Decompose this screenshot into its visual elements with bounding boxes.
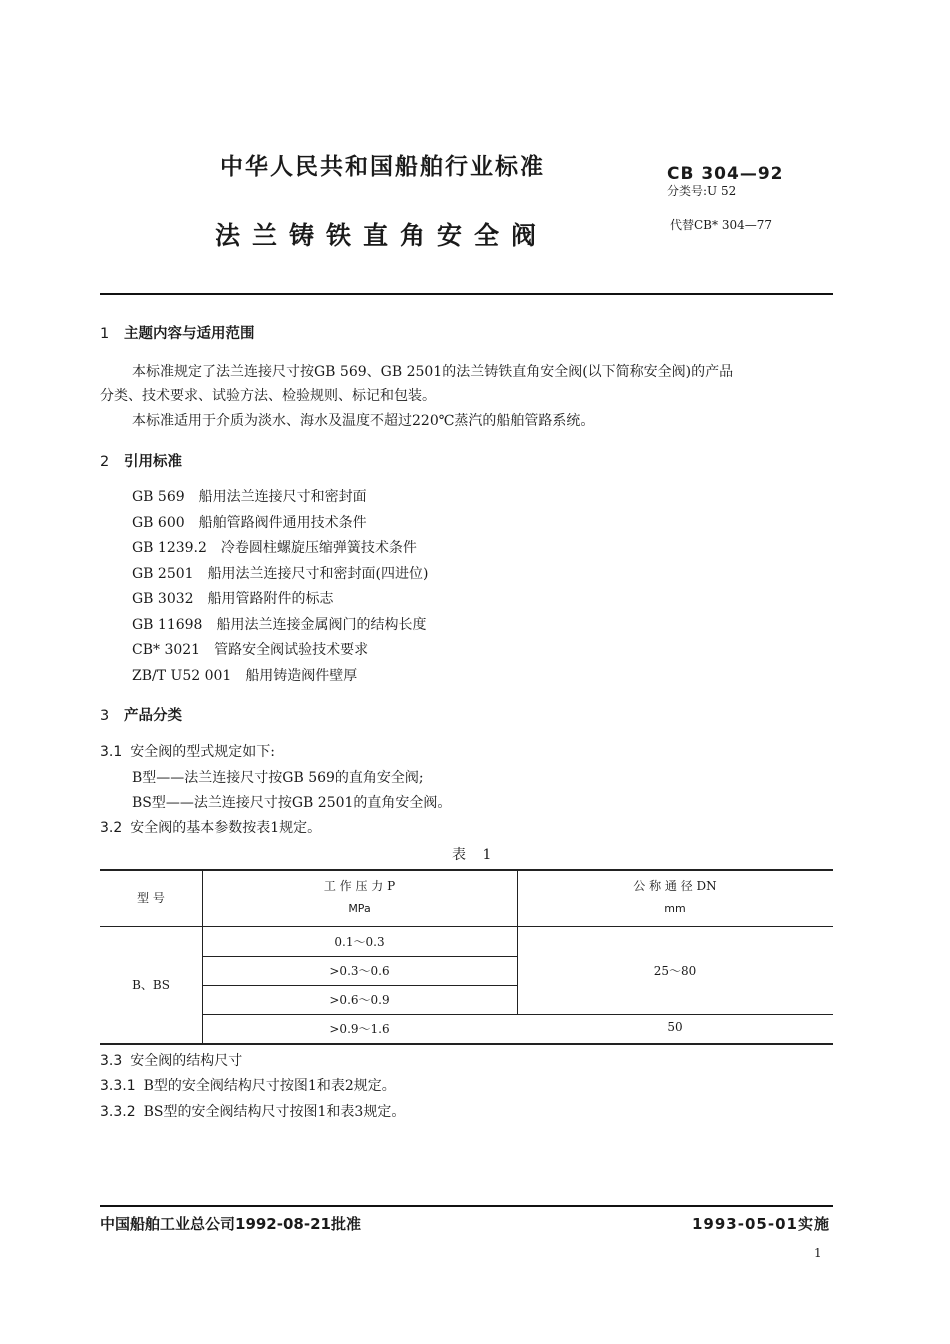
reference-name: 船舶管路阀件通用技术条件 xyxy=(198,515,367,531)
clause-3-1-type-bs: BS型——法兰连接尺寸按GB 2501的直角安全阀。 xyxy=(132,795,452,811)
section-1-heading xyxy=(100,322,255,343)
reference-code: GB 2501 xyxy=(132,566,194,582)
section-1-number: 1 xyxy=(100,326,110,342)
table-row-line xyxy=(202,956,517,957)
clause-text: 安全阀的型式规定如下: xyxy=(130,744,275,760)
section-3-number: 3 xyxy=(100,708,110,724)
section-3-heading xyxy=(100,704,182,725)
standard-code: CB 304—92 xyxy=(667,164,784,184)
classification-number: 分类号:U 52 xyxy=(667,184,737,198)
clause-text: BS型的安全阀结构尺寸按图1和表3规定。 xyxy=(143,1104,406,1120)
header-dn: 公 称 通 径 DN xyxy=(633,879,717,893)
reference-item xyxy=(132,588,334,608)
reference-item xyxy=(132,665,357,685)
reference-name: 管路安全阀试验技术要求 xyxy=(214,642,369,658)
standard-code-block xyxy=(667,164,784,199)
document-title: 法兰铸铁直角安全阀 xyxy=(215,221,549,250)
cell-dn: 25～80 xyxy=(653,964,697,978)
clause-text: 安全阀的结构尺寸 xyxy=(130,1053,243,1069)
cell-pressure: 0.1～0.3 xyxy=(334,935,385,949)
approval-note: 中国船舶工业总公司1992-08-21批准 xyxy=(100,1215,361,1233)
section-3-title: 产品分类 xyxy=(124,707,182,724)
header-pressure: 工 作 压 力 P xyxy=(323,879,396,893)
table-row-line xyxy=(202,985,517,986)
implementation-date: 1993-05-01实施 xyxy=(692,1215,830,1233)
reference-item xyxy=(132,563,429,583)
section-2-number: 2 xyxy=(100,454,110,470)
clause-3-3 xyxy=(100,1050,242,1070)
cell-dn: 50 xyxy=(667,1020,683,1034)
clause-number: 3.3 xyxy=(100,1053,123,1069)
clause-number: 3.2 xyxy=(100,820,123,836)
table-header-border xyxy=(100,926,833,927)
reference-code: GB 600 xyxy=(132,515,185,531)
header-pressure-unit: MPa xyxy=(348,902,371,915)
header-dn-unit: mm xyxy=(664,902,686,915)
header-type: 型 号 xyxy=(137,891,165,905)
clause-number: 3.3.1 xyxy=(100,1078,136,1094)
cell-pressure: >0.9～1.6 xyxy=(329,1022,390,1036)
footer-rule xyxy=(100,1205,833,1207)
reference-name: 船用法兰连接尺寸和密封面(四进位) xyxy=(207,566,429,582)
reference-item xyxy=(132,486,367,506)
reference-code: ZB/T U52 001 xyxy=(132,668,232,684)
clause-3-3-2 xyxy=(100,1101,405,1121)
reference-item xyxy=(132,639,368,659)
reference-code: GB 569 xyxy=(132,489,185,505)
table-top-border xyxy=(100,869,833,871)
section-1-title: 主题内容与适用范围 xyxy=(124,325,255,342)
clause-3-2 xyxy=(100,817,321,837)
reference-name: 船用铸造阀件壁厚 xyxy=(245,668,358,684)
header-rule xyxy=(100,293,833,295)
standard-series-title: 中华人民共和国船舶行业标准 xyxy=(220,154,545,180)
clause-number: 3.1 xyxy=(100,744,123,760)
table-bottom-border xyxy=(100,1043,833,1045)
section-2-heading xyxy=(100,450,182,471)
reference-code: GB 3032 xyxy=(132,591,194,607)
clause-3-1-type-b: B型——法兰连接尺寸按GB 569的直角安全阀; xyxy=(132,770,424,786)
cell-pressure: >0.3～0.6 xyxy=(329,964,390,978)
section-2-title: 引用标准 xyxy=(124,453,182,470)
reference-name: 船用管路附件的标志 xyxy=(207,591,334,607)
clause-number: 3.3.2 xyxy=(100,1104,136,1120)
table-row-line xyxy=(202,1014,833,1015)
clause-text: B型的安全阀结构尺寸按图1和表2规定。 xyxy=(143,1078,396,1094)
reference-code: CB* 3021 xyxy=(132,642,201,658)
reference-item xyxy=(132,614,426,634)
cell-pressure: >0.6～0.9 xyxy=(329,993,390,1007)
reference-item xyxy=(132,537,417,557)
section-1-para-1: 本标准规定了法兰连接尺寸按GB 569、GB 2501的法兰铸铁直角安全阀(以下简称安全阀)的产品 xyxy=(132,364,734,380)
reference-item xyxy=(132,512,367,532)
reference-code: GB 11698 xyxy=(132,617,203,633)
section-1-para-2: 本标准适用于介质为淡水、海水及温度不超过220℃蒸汽的船舶管路系统。 xyxy=(132,413,595,429)
clause-3-3-1 xyxy=(100,1075,396,1095)
clause-3-1 xyxy=(100,741,275,761)
reference-code: GB 1239.2 xyxy=(132,540,207,556)
clause-text: 安全阀的基本参数按表1规定。 xyxy=(130,820,322,836)
cell-type: B、BS xyxy=(132,978,170,992)
table-1-caption: 表 1 xyxy=(452,847,498,863)
reference-name: 船用法兰连接金属阀门的结构长度 xyxy=(216,617,427,633)
section-1-para-1-cont: 分类、技术要求、试验方法、检验规则、标记和包装。 xyxy=(100,388,436,404)
replaces-standard: 代替CB* 304—77 xyxy=(670,218,772,232)
reference-name: 冷卷圆柱螺旋压缩弹簧技术条件 xyxy=(220,540,417,556)
page-number: 1 xyxy=(814,1246,822,1260)
reference-name: 船用法兰连接尺寸和密封面 xyxy=(198,489,367,505)
